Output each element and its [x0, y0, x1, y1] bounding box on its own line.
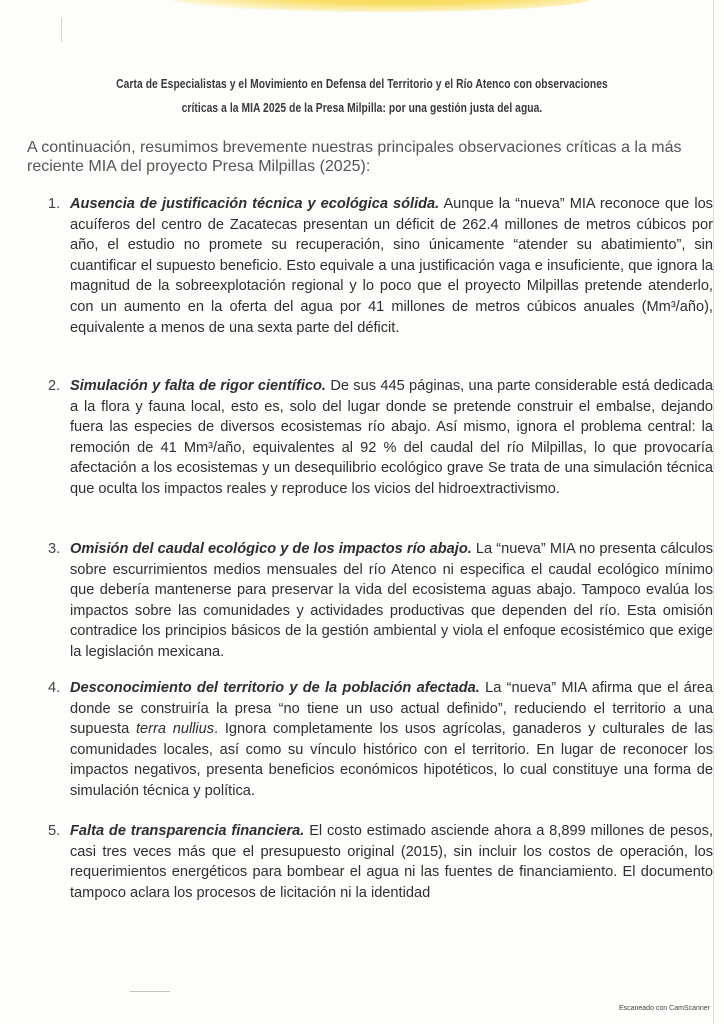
item-text-before: La “nueva” MIA afirma que el área donde se construiría la presa “no tiene un uso actual definido”, reduciendo el territorio a una supuesta: [70, 680, 713, 738]
list-item-4: [48, 678, 713, 802]
item-number: 5.: [48, 823, 61, 839]
item-heading: Desconocimiento del territorio y de la población afectada.: [70, 680, 480, 696]
item-body: [70, 821, 713, 903]
title-line-2: críticas a la MIA 2025 de la Presa Milpilla: por una gestión justa del agua.: [181, 101, 543, 115]
item-number: 2.: [48, 378, 61, 394]
page-edge-line: [713, 0, 714, 1024]
list-item-1: [48, 194, 713, 338]
item-heading: Omisión del caudal ecológico y de los impactos río abajo.: [70, 541, 472, 557]
item-heading: Falta de transparencia financiera.: [70, 823, 305, 839]
item-body: [70, 539, 713, 663]
item-number: 3.: [48, 541, 61, 557]
item-body: [70, 678, 713, 802]
item-number: 1.: [48, 196, 61, 212]
item-text: La “nueva” MIA no presenta cálculos sobre escurrimientos medios mensuales del río Atenco ni especifica el caudal ecológico mínimo que debería mantenerse para preservar la vida del ecosistema aguas abajo. Tampoco evalúa los impactos sobre las comunidades y actividades productivas que dependen del río. Esta omisión contradice los principios básicos de la gestión ambiental y viola el enfoque ecosistémico que exige la legislación mexicana.: [70, 541, 713, 660]
intro-paragraph: [27, 138, 707, 176]
item-italic-term: terra nullius: [135, 721, 215, 738]
item-heading: Ausencia de justificación técnica y ecológica sólida.: [70, 196, 440, 212]
item-body: [70, 194, 713, 338]
item-body: [70, 376, 713, 500]
item-heading: Simulación y falta de rigor científico.: [70, 378, 326, 394]
intro-line-2: reciente MIA del proyecto Presa Milpillas (2025):: [27, 158, 371, 175]
item-text: El costo estimado asciende ahora a 8,899 millones de pesos, casi tres veces más que el presupuesto original (2015), sin incluir los costos de operación, los requerimientos energéticos para bombear el agua ni las fuentes de financiamiento. El documento tampoco aclara los procesos de licitación ni la identidad: [70, 823, 713, 901]
scan-mark: [61, 18, 62, 42]
scan-artifact: [130, 991, 170, 992]
intro-line-1: A continuación, resumimos brevemente nuestras principales observaciones críticas a la más: [27, 139, 682, 156]
list-item-5: [48, 821, 713, 903]
item-text: Aunque la “nueva” MIA reconoce que los acuíferos del centro de Zacatecas presentan un déficit de 262.4 millones de metros cúbicos por año, el estudio no promete su recuperación, sino únicamente “atender su abatimiento”, sin cuantificar el supuesto beneficio. Esto equivale a una justificación vaga e insuficiente, que ignora la magnitud de la sobreexplotación regional y lo poco que el proyecto Milpillas pretende atenderlo, con un aumento en la oferta del agua por 41 millones de metros cúbicos anuales (Mm³/año), equivalente a menos de una sexta parte del déficit.: [70, 196, 713, 336]
title-line-1: Carta de Especialistas y el Movimiento en Defensa del Territorio y el Río Atenco con observaciones: [116, 77, 608, 91]
item-text-after: . Ignora completamente los usos agrícolas, ganaderos y culturales de las comunidades locales, así como su vínculo histórico con el territorio. En lugar de reconocer los impactos negativos, presenta beneficios económicos hipotéticos, lo cual constituye una forma de simulación técnica y política.: [70, 721, 714, 799]
item-text: De sus 445 páginas, una parte considerable está dedicada a la flora y fauna local, esto es, solo del lugar donde se pretende construir el embalse, dejando fuera las especies de diversos ecosistemas río abajo. Así mismo, ignora el problema central: la remoción de 41 Mm³/año, equivalentes al 92 % del caudal del río Milpillas, lo que provocaría afectación a los ecosistemas y un desequilibrio ecológico grave Se trata de una simulación técnica que oculta los impactos reales y reproduce los vicios del hidroextractivismo.: [70, 378, 713, 497]
list-item-2: [48, 376, 713, 500]
document-title: [65, 72, 659, 120]
yellow-highlight-stain: [170, 0, 590, 12]
item-number: 4.: [48, 680, 61, 696]
list-item-3: [48, 539, 713, 663]
camscanner-watermark: Escaneado con CamScanner: [618, 1005, 710, 1012]
